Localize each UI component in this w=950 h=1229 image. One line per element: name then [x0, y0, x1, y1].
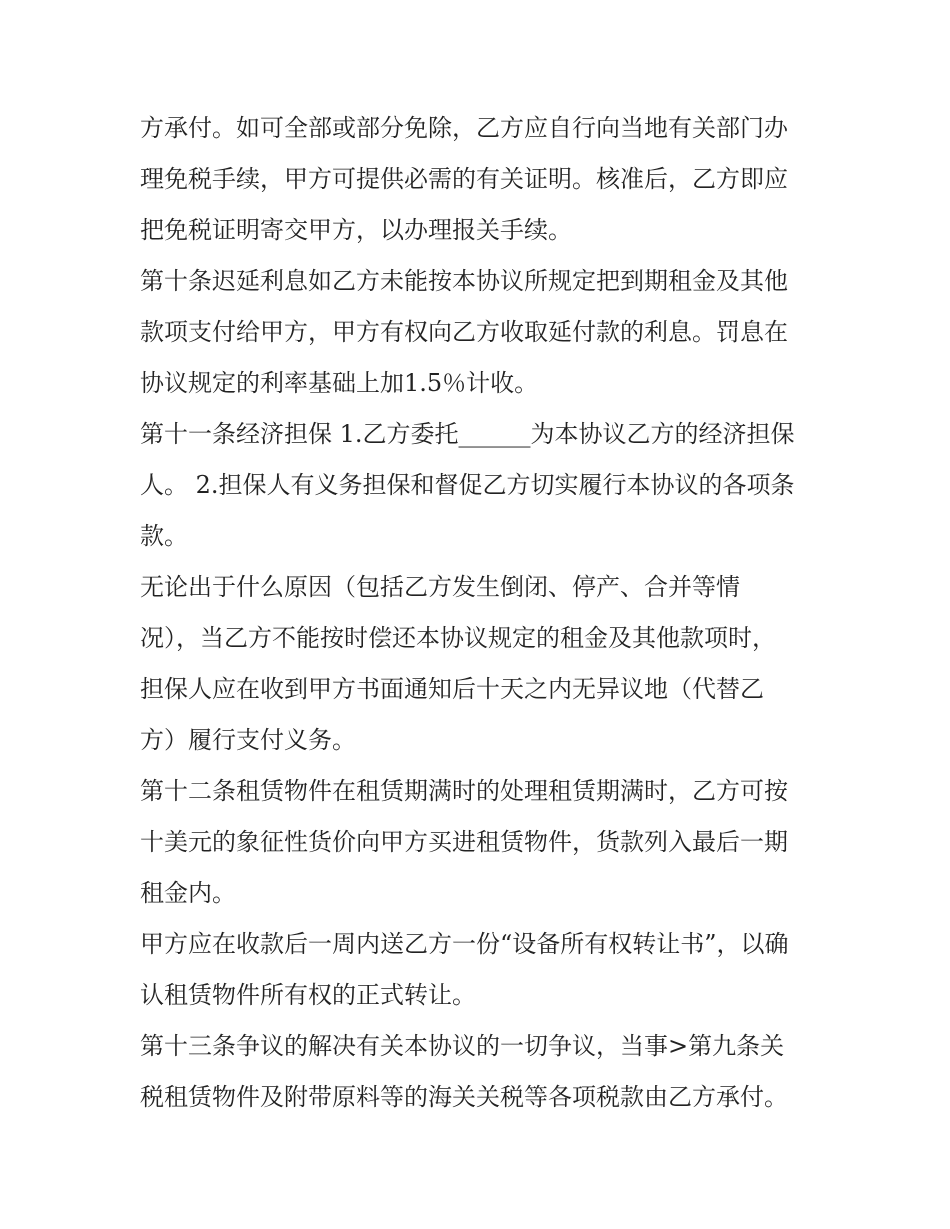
text-line: 认租赁物件所有权的正式转让。	[140, 981, 476, 1009]
text-line: 方）履行支付义务。	[140, 726, 356, 754]
text-line: 人。 2.担保人有义务担保和督促乙方切实履行本协议的各项条	[140, 471, 795, 499]
text-line: 第十二条租赁物件在租赁期满时的处理租赁期满时，乙方可按	[140, 777, 788, 805]
text-line: 方承付。如可全部或部分免除，乙方应自行向当地有关部门办	[140, 114, 788, 142]
text-line: 十美元的象征性货价向甲方买进租赁物件，货款列入最后一期	[140, 828, 788, 856]
text-line: 税租赁物件及附带原料等的海关关税等各项税款由乙方承付。	[140, 1083, 788, 1111]
text-line: 租金内。	[140, 879, 236, 907]
text-line: 款。	[140, 522, 188, 550]
text-line: 担保人应在收到甲方书面通知后十天之内无异议地（代替乙	[140, 675, 764, 703]
text-line: 款项支付给甲方，甲方有权向乙方收取延付款的利息。罚息在	[140, 318, 788, 346]
text-line: 协议规定的利率基础上加1.5％计收。	[140, 369, 539, 397]
text-line: 把免税证明寄交甲方，以办理报关手续。	[140, 216, 572, 244]
document-body	[140, 103, 820, 1123]
text-line: 第十三条争议的解决有关本协议的一切争议，当事>第九条关	[140, 1032, 785, 1060]
text-line: 况），当乙方不能按时偿还本协议规定的租金及其他款项时，	[140, 624, 776, 652]
text-line: 理免税手续，甲方可提供必需的有关证明。核准后，乙方即应	[140, 165, 788, 193]
text-line: 无论出于什么原因（包括乙方发生倒闭、停产、合并等情	[140, 573, 740, 601]
text-line: 甲方应在收款后一周内送乙方一份“设备所有权转让书”，以确	[140, 930, 789, 958]
text-line: 第十一条经济担保 1.乙方委托______为本协议乙方的经济担保	[140, 420, 795, 448]
text-line: 第十条迟延利息如乙方未能按本协议所规定把到期租金及其他	[140, 267, 788, 295]
